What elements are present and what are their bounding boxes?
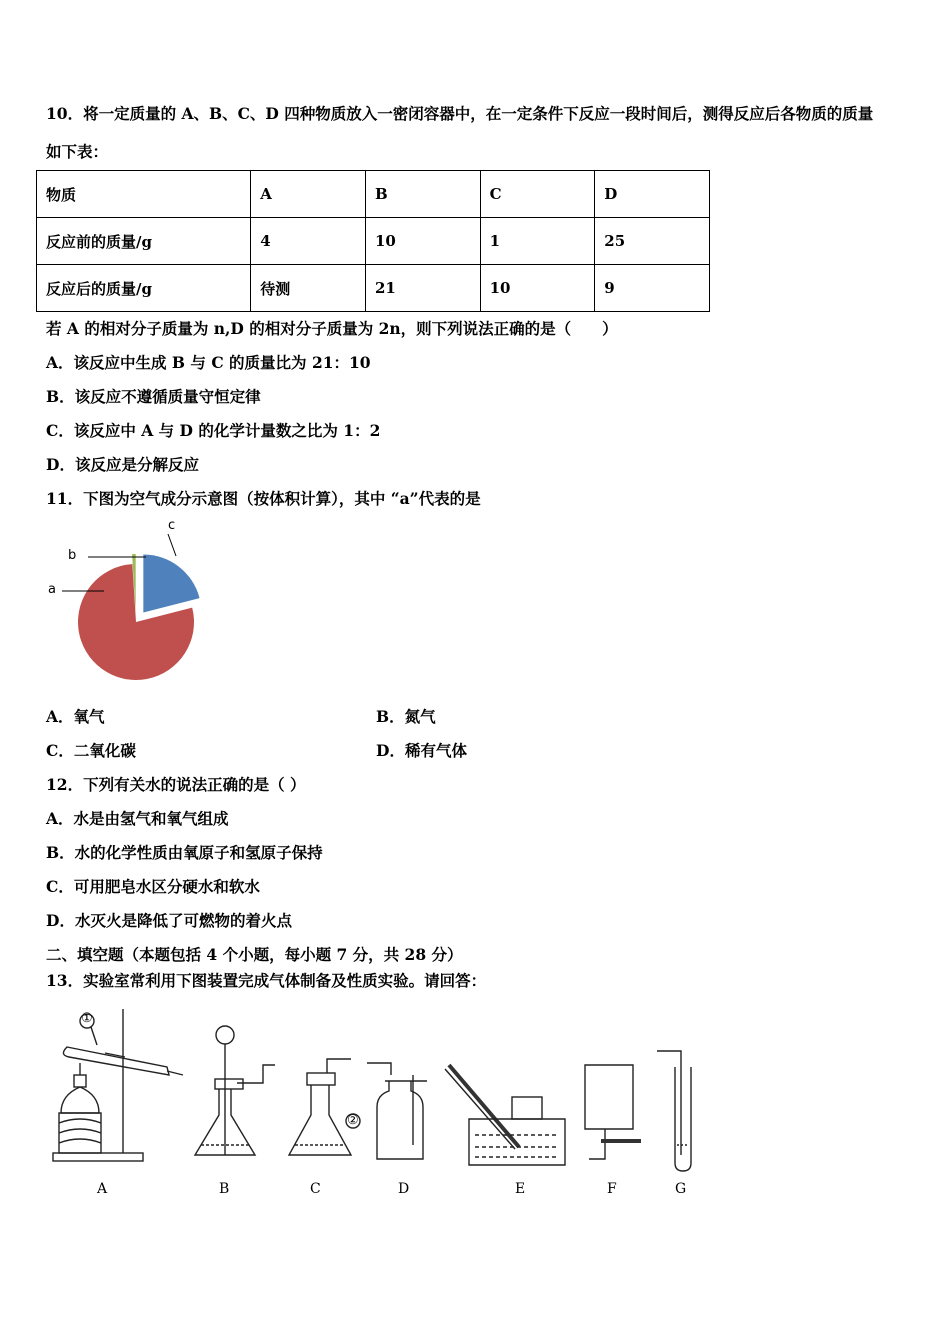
apparatus-g [657,1051,691,1171]
pie-leader-c [168,534,176,556]
q10-option-a: A．该反应中生成 B 与 C 的质量比为 21：10 [46,353,371,372]
q10-stem-line1: 10．将一定质量的 A、B、C、D 四种物质放入一密闭容器中，在一定条件下反应一段时间后，测得反应后各物质的质量 [46,104,874,123]
q10-option-b: B．该反应不遵循质量守恒定律 [46,387,261,406]
pie-label: b [68,548,77,563]
pie-slice-c [143,555,199,613]
table-cell: 21 [365,265,480,312]
q10-option-c: C．该反应中 A 与 D 的化学计量数之比为 1：2 [46,421,381,440]
table-cell: 9 [595,265,710,312]
table-cell: B [365,171,480,218]
apparatus-mark: ② [347,1113,359,1128]
q10-condition: 若 A 的相对分子质量为 n,D 的相对分子质量为 2n，则下列说法正确的是（ ） [46,319,618,338]
apparatus-d [367,1063,427,1159]
q11-stem: 11．下图为空气成分示意图（按体积计算），其中 “a”代表的是 [46,489,481,508]
table-header-row [37,171,710,218]
apparatus-label: F [607,1181,617,1197]
table-cell: 10 [365,218,480,265]
table-cell: 待测 [251,265,366,312]
table-cell: A [251,171,366,218]
apparatus-label: B [219,1181,230,1197]
pie-chart-svg [40,520,220,690]
table-cell: 反应前的质量/g [37,218,251,265]
q12-option-b: B．水的化学性质由氧原子和氢原子保持 [46,843,323,862]
section-heading: 二、填空题（本题包括 4 个小题，每小题 7 分，共 28 分） [46,945,463,964]
pie-label: a [48,582,56,597]
air-composition-pie [40,520,220,690]
table-cell: 物质 [37,171,251,218]
q10-option-d: D．该反应是分解反应 [46,455,199,474]
table-cell: 反应后的质量/g [37,265,251,312]
table-row [37,218,710,265]
apparatus-f [585,1065,641,1159]
table-cell: C [480,171,595,218]
lab-apparatus-figure [45,1005,705,1205]
apparatus-label: A [97,1181,108,1197]
apparatus-label: E [515,1181,526,1197]
apparatus-label: G [675,1181,687,1197]
q12-option-c: C．可用肥皂水区分硬水和软水 [46,877,260,896]
q11-option-d: D．稀有气体 [376,741,467,760]
apparatus-e [445,1065,565,1165]
q11-option-a: A．氧气 [46,707,105,726]
q12-option-d: D．水灭火是降低了可燃物的着火点 [46,911,292,930]
q12-stem: 12．下列有关水的说法正确的是（ ） [46,775,306,794]
apparatus-label: C [310,1181,321,1197]
apparatus-drawing [45,1005,705,1205]
pie-label: c [168,518,176,533]
table-row [37,265,710,312]
q12-option-a: A．水是由氢气和氧气组成 [46,809,229,828]
apparatus-mark: ① [81,1011,93,1026]
q13-stem: 13．实验室常利用下图装置完成气体制备及性质实验。请回答： [46,971,487,990]
table-cell: D [595,171,710,218]
apparatus-label: D [398,1181,410,1197]
q10-stem-line2: 如下表： [46,142,109,161]
table-cell: 10 [480,265,595,312]
table-cell: 25 [595,218,710,265]
apparatus-b [195,1026,275,1155]
mass-table [36,170,710,312]
q11-option-b: B．氮气 [376,707,436,726]
table-cell: 4 [251,218,366,265]
apparatus-c [289,1059,360,1155]
apparatus-a [53,1009,183,1161]
q11-option-c: C．二氧化碳 [46,741,136,760]
table-cell: 1 [480,218,595,265]
